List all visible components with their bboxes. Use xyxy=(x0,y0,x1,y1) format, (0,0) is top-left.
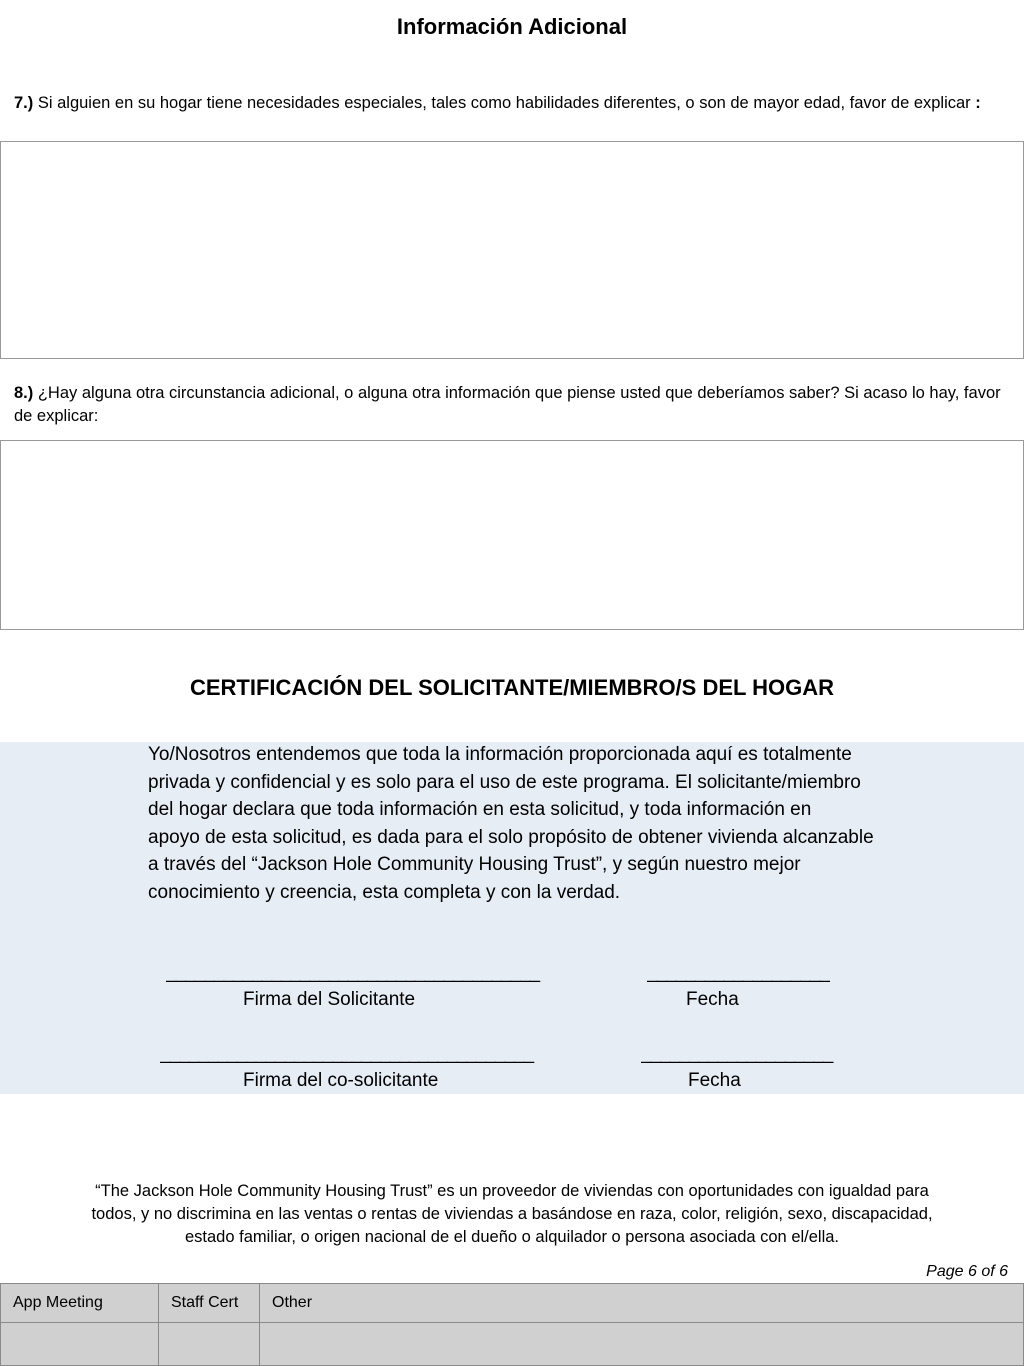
other-cell[interactable] xyxy=(260,1323,1024,1366)
office-use-table xyxy=(0,1283,1024,1366)
question-7-suffix: : xyxy=(975,94,981,112)
question-7-number: 7.) xyxy=(14,94,34,112)
certification-text xyxy=(148,741,958,906)
applicant-signature-label: Firma del Solicitante xyxy=(243,989,416,1010)
applicant-signature-field[interactable]: _______________________________________ xyxy=(166,962,540,983)
certification-line: privada y confidencial y es solo para el uso de este programa. El solicitante/miembro xyxy=(148,771,861,793)
staff-cert-cell[interactable] xyxy=(159,1323,260,1366)
column-header-staff-cert: Staff Cert xyxy=(159,1284,260,1323)
certification-line: del hogar declara que toda información en esta solicitud, y toda información en xyxy=(148,799,812,820)
notice-line: estado familiar, o origen nacional de el dueño o alquilador o persona asociada con el/ella. xyxy=(184,1228,840,1246)
certification-line: apoyo de esta solicitud, es dada para el solo propósito de obtener vivienda alcanzable xyxy=(148,826,874,848)
certification-line: conocimiento y creencia, esta completa y con la verdad. xyxy=(148,881,621,903)
column-header-other: Other xyxy=(260,1284,1024,1323)
page-title: Información Adicional xyxy=(396,14,628,39)
column-header-app-meeting: App Meeting xyxy=(1,1284,159,1323)
page-number: Page 6 of 6 xyxy=(926,1263,1008,1280)
question-7 xyxy=(14,92,1014,115)
question-8-text: ¿Hay alguna otra circunstancia adicional, o alguna otra información que piense usted que deberíamos saber? Si acaso lo hay, favor de explicar: xyxy=(14,384,1001,425)
notice-line: “The Jackson Hole Community Housing Trust” es un proveedor de viviendas con oportunidades con igualdad para xyxy=(95,1182,929,1200)
equal-housing-notice xyxy=(20,1180,1004,1249)
notice-line: todos, y no discrimina en las ventas o rentas de viviendas a basándose en raza, color, religión, sexo, discapacidad, xyxy=(91,1205,933,1223)
question-8-number: 8.) xyxy=(14,384,34,402)
table-row xyxy=(1,1323,1024,1366)
app-meeting-cell[interactable] xyxy=(1,1323,159,1366)
certification-title: CERTIFICACIÓN DEL SOLICITANTE/MIEMBRO/S DEL HOGAR xyxy=(189,675,835,700)
applicant-date-label: Fecha xyxy=(686,989,739,1010)
coapplicant-date-field[interactable]: ____________________ xyxy=(641,1043,833,1064)
table-header-row xyxy=(1,1284,1024,1323)
coapplicant-signature-field[interactable]: _______________________________________ xyxy=(160,1043,534,1064)
certification-line: a través del “Jackson Hole Community Housing Trust”, y según nuestro mejor xyxy=(148,854,801,875)
coapplicant-date-label: Fecha xyxy=(688,1070,741,1091)
question-8-answer-field[interactable] xyxy=(0,440,1024,630)
question-7-text: Si alguien en su hogar tiene necesidades especiales, tales como habilidades diferentes, o son de mayor edad, favor de explicar xyxy=(33,94,976,112)
question-7-answer-field[interactable] xyxy=(0,141,1024,359)
applicant-date-field[interactable]: ___________________ xyxy=(647,962,829,983)
certification-line: Yo/Nosotros entendemos que toda la información proporcionada aquí es totalmente xyxy=(148,744,852,765)
question-8 xyxy=(14,382,1014,428)
coapplicant-signature-label: Firma del co-solicitante xyxy=(243,1070,439,1091)
